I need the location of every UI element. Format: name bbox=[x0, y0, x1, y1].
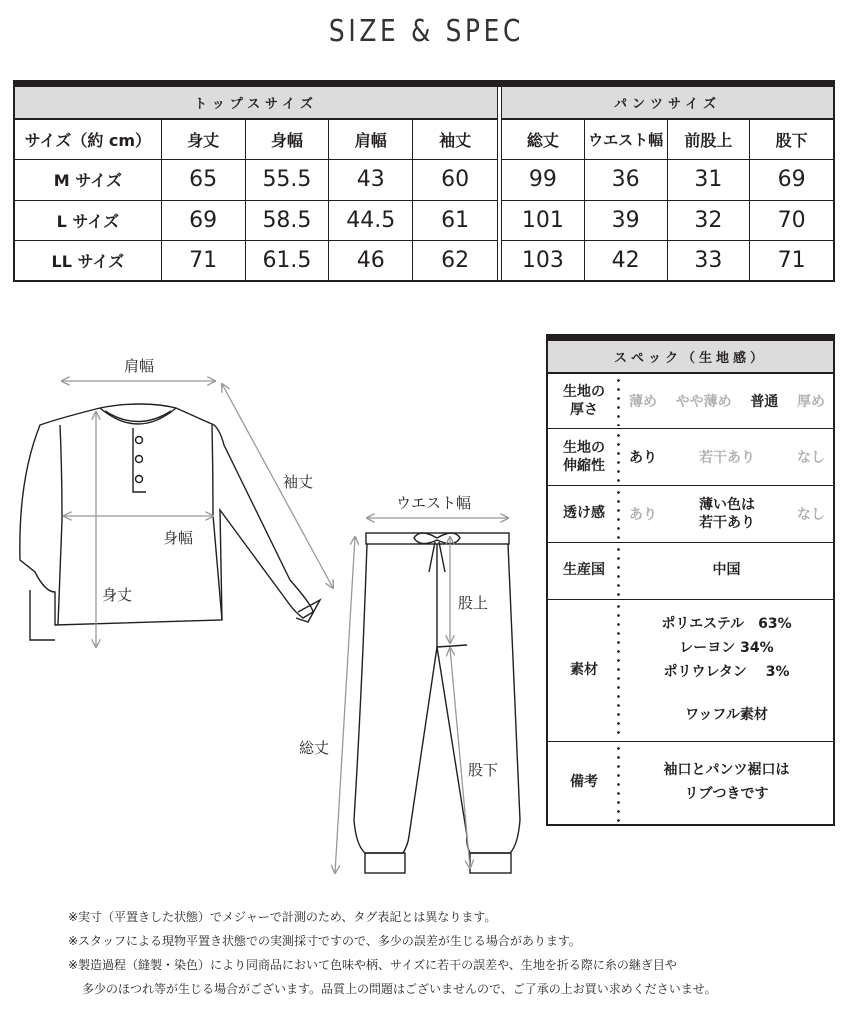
table-cell: 69 bbox=[162, 201, 246, 240]
table-cell: 42 bbox=[585, 241, 668, 280]
label-line: 生地の bbox=[563, 439, 605, 456]
option-thick: 厚め bbox=[796, 394, 825, 410]
table-cell: 39 bbox=[585, 201, 668, 240]
size-label: M サイズ bbox=[15, 160, 162, 199]
table-cell: 99 bbox=[502, 160, 585, 199]
note-value bbox=[620, 742, 833, 824]
label-line: 伸縮性 bbox=[563, 458, 605, 474]
table-cell: 103 bbox=[502, 241, 585, 280]
column-header-body-width: 身幅 bbox=[246, 120, 330, 159]
table-cell: 62 bbox=[441, 247, 470, 273]
body-length-label: 身丈 bbox=[102, 586, 133, 604]
option-yes: あり bbox=[629, 507, 657, 523]
size-label: LL サイズ bbox=[15, 241, 162, 280]
column-header-waist: ウエスト幅 bbox=[585, 120, 668, 159]
table-cell: 65 bbox=[162, 160, 246, 199]
material-line: レーヨン 34% bbox=[679, 639, 774, 656]
footnote: 多少のほつれ等が生じる場合がございます。品質上の問題はございませんので、ご了承の上お買い求めくださいませ。 bbox=[82, 982, 717, 996]
footnote: ※実寸（平置きした状態）でメジャーで計測のため、タグ表記とは異なります。 bbox=[68, 910, 497, 924]
note-line: 袖口とパンツ裾口は bbox=[663, 762, 790, 779]
spec-label-thickness bbox=[548, 374, 620, 428]
column-header-inseam: 股下 bbox=[775, 131, 808, 151]
material-line: ポリウレタン 3% bbox=[663, 663, 790, 680]
table-cell: 60 bbox=[441, 167, 470, 193]
option-normal-selected: 普通 bbox=[750, 394, 779, 410]
size-label: L サイズ bbox=[15, 201, 162, 240]
table-cell: 36 bbox=[585, 160, 668, 199]
table-cell: 61.5 bbox=[246, 241, 330, 280]
table-cell: 101 bbox=[502, 201, 585, 240]
table-cell: 32 bbox=[668, 201, 751, 240]
spec-label-origin: 生産国 bbox=[548, 543, 620, 599]
table-cell: 55.5 bbox=[246, 160, 330, 199]
note-line: リブつきです bbox=[684, 786, 769, 802]
total-length-label: 総丈 bbox=[299, 739, 330, 757]
material-line: ワッフル素材 bbox=[685, 707, 768, 724]
inseam-label: 股下 bbox=[468, 761, 499, 779]
pants-drawing bbox=[354, 533, 520, 873]
label-line: 厚さ bbox=[570, 402, 598, 418]
table-cell: 33 bbox=[668, 241, 751, 280]
option-yes-selected: あり bbox=[629, 450, 657, 466]
pants-size-header: パンツサイズ bbox=[502, 87, 833, 120]
table-cell: 71 bbox=[162, 241, 246, 280]
table-cell: 71 bbox=[777, 247, 806, 273]
spec-header: スペック（生地感） bbox=[548, 341, 833, 374]
label-line: 生地の bbox=[563, 383, 605, 400]
column-header-sleeve: 袖丈 bbox=[439, 131, 472, 151]
spec-label-stretch bbox=[548, 429, 620, 485]
column-header-shoulder: 肩幅 bbox=[329, 120, 413, 159]
table-cell: 43 bbox=[329, 160, 413, 199]
table-cell: 44.5 bbox=[329, 201, 413, 240]
column-header-length: 身丈 bbox=[162, 120, 246, 159]
column-header-total-length: 総丈 bbox=[502, 120, 585, 159]
page-title: SIZE & SPEC bbox=[328, 14, 525, 49]
table-cell: 69 bbox=[777, 167, 806, 193]
option-slight: 若干あり bbox=[699, 450, 755, 466]
waist-width-label: ウエスト幅 bbox=[396, 494, 472, 512]
spec-row-material bbox=[548, 600, 833, 742]
table-cell: 61 bbox=[441, 207, 470, 233]
material-value bbox=[620, 600, 833, 741]
option-slight-selected bbox=[699, 496, 755, 532]
stretch-options bbox=[620, 429, 833, 485]
spec-row-origin bbox=[548, 543, 833, 600]
sleeve-length-label: 袖丈 bbox=[283, 473, 314, 491]
body-width-label: 身幅 bbox=[163, 529, 194, 547]
footnote: ※製造過程（縫製・染色）により同商品において色味や柄、サイズに若干の誤差や、生地を折る際に糸の継ぎ目や bbox=[68, 958, 677, 972]
spec-table bbox=[546, 334, 835, 826]
spec-row-sheer bbox=[548, 486, 833, 543]
option-none: なし bbox=[797, 450, 825, 466]
option-slightly-thin: やや薄め bbox=[675, 394, 732, 410]
option-none: なし bbox=[797, 507, 825, 523]
spec-row-stretch bbox=[548, 429, 833, 486]
column-header-front-rise: 前股上 bbox=[668, 120, 751, 159]
tops-size-header: トップスサイズ bbox=[15, 87, 497, 120]
option-line: 若干あり bbox=[699, 515, 755, 531]
spec-label-material: 素材 bbox=[548, 600, 620, 741]
option-thin: 薄め bbox=[629, 394, 657, 410]
material-line: ポリエステル 63% bbox=[661, 615, 792, 632]
shoulder-width-label: 肩幅 bbox=[124, 357, 155, 375]
footnote: ※スタッフによる現物平置き状態での実測採寸ですので、多少の誤差が生じる場合があります。 bbox=[68, 934, 581, 948]
spec-row-note bbox=[548, 742, 833, 824]
option-line: 薄い色は bbox=[699, 496, 755, 513]
spec-row-thickness bbox=[548, 374, 833, 429]
table-cell: 31 bbox=[668, 160, 751, 199]
spec-label-note: 備考 bbox=[548, 742, 620, 824]
shirt-drawing bbox=[20, 404, 320, 640]
table-cell: 58.5 bbox=[246, 201, 330, 240]
table-cell: 46 bbox=[329, 241, 413, 280]
column-header-size: サイズ（約 cm） bbox=[15, 120, 162, 159]
origin-value: 中国 bbox=[712, 562, 741, 579]
spec-label-sheer: 透け感 bbox=[548, 486, 620, 542]
sheer-options bbox=[620, 486, 833, 542]
table-cell: 70 bbox=[777, 207, 806, 233]
thickness-options bbox=[620, 374, 833, 428]
footnotes bbox=[68, 905, 716, 1001]
rise-label: 股上 bbox=[458, 594, 489, 612]
